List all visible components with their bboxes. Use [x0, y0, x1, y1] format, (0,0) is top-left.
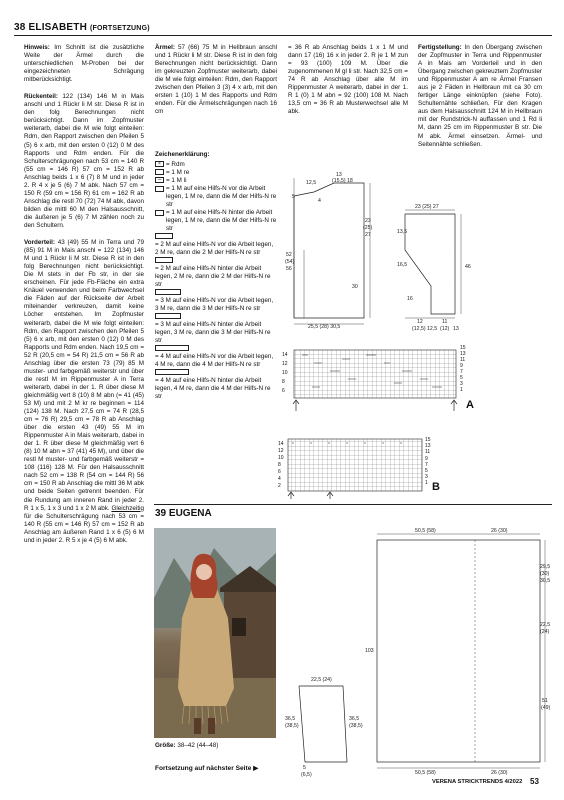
front-paragraph: Vorderteil: 43 (49) 55 M in Terra und 79 (85) 91 M in Mais anschl = 122 (134) 146 M und 1 Rückr li M str. Diese R ist in den folg Berechnungen nicht berücksichtigt. Die M stets in der Fb str, in der sie erscheinen. Für jede Fb-Fläche ein extra Knäuel verwenden und beim Farbwechsel die Fäden auf der Rückseite der Arbeit miteinander verkreuzen, damit keine Löcher entstehen. Im Zopfmuster weiterarb, dabei die M wie folgt einteilen: Rdm, den Rapport zwischen den Pfeilen 5 (5) 6 x arb, mit den ersten 0 (12) 0 M des Rapports und Rdm enden. Nach 19,5 cm = 52 R (20,5 cm = 54 R) 21,5 cm = 56 R ab Anschlag über die ersten 73 (79) 85 M muster- und farbgemäß weiterstr und über die restl M im Rippenmuster A in Terra weiterarb, dabei in der 1. R über diese M gleichmäßig vert 8 (10) 8 M abn (= 41 (45) 53 M) und mit 2 M kr re beginnen = 114 (124) 138 M. Nach 27,5 cm = 74 R (28,5 cm = 76 R) 29,5 cm = 78 R ab Anschlag über die ersten 43 (49) 55 M im Rippenmuster A in Mais weiterarb, dabei in der 1. R über diese M gleichmäßig vert 6 (8) 10 M abn = 37 (41) 45 M), und über die restl M muster- und farbgemäß weiterstr = 108 (116) 128 M. Für den Halsausschnitt nach 52 cm = 138 R (54 cm = 144 R) 56 cm = 150 R ab Anschlag die mittl 36 M abk und beide Seiten getrennt beenden. Für die Rundung am inneren Rand in jeder 2. R 1 x 5, 1 x 3 und 1 x 2 M abk. Gleichzeitig für die Schulterschrägung nach 53 cm = 140 R (55 cm = 146 R) 57 cm = 152 R ab Anschlag am äußeren Rand 1 x 6 (5) 6 M und in jeder 2. R 5 x je 4 (5) 6 M abk.: [24, 239, 144, 544]
chart-a-grid: [282, 345, 472, 435]
dim-label: 26 (30): [491, 770, 508, 776]
chart-b: [278, 437, 472, 499]
header-rule: [14, 35, 552, 36]
sleeve-continuation-paragraph: = 36 R ab Anschlag beids 1 x 1 M und dann 17 (16) 16 x in jeder 2. R je 1 M zun = 93 (100) 109 M. Über die zugenommenen M gl li str. Nach 32,5 cm = 74 R ab Anschlag über alle M im Rippenmuster A weiterarb, dabei in der 1. R 1 (0) 1 M abn = 92 (100) 108 M. Nach 13,5 cm = 36 R ab Musterwechsel alle M abk.: [288, 44, 408, 116]
dim-label: 56: [286, 266, 292, 272]
dim-label: 22,5: [540, 622, 551, 628]
legend-item: = 1 M auf eine Hilfs-N vor die Arbeit legen, 1 M re, dann die M der Hilfs-N re str: [155, 185, 277, 209]
dim-label: 13: [453, 326, 459, 332]
dim-label: 50,5 (58): [415, 770, 436, 776]
knit-stitch-icon: [155, 169, 164, 175]
column-3: [288, 44, 408, 116]
dim-label: 50,5 (58): [415, 528, 436, 534]
column-4: [418, 44, 542, 149]
dim-label: 23 (25) 27: [415, 204, 439, 210]
legend: [155, 151, 277, 401]
section-number: 38: [14, 22, 26, 33]
dim-label: (49): [541, 705, 551, 711]
dim-label: 5: [303, 765, 306, 771]
cable-4-front-icon: [155, 345, 189, 351]
sleeve-outline: [299, 686, 347, 762]
dim-label: (15,5) 18: [332, 178, 353, 184]
dim-label: 52: [286, 252, 292, 258]
legend-item: = 3 M auf eine Hilfs-N vor die Arbeit legen, 3 M re, dann die 3 M der Hilfs-N re str: [155, 289, 277, 313]
section-header: [14, 22, 150, 33]
legend-item: = 4 M auf eine Hilfs-N hinter die Arbeit legen, 4 M re, dann die 4 M der Hilfs-N re str: [155, 369, 277, 401]
legend-item: × = Rdm: [155, 161, 277, 169]
sleeve-paragraph: Ärmel: 57 (66) 75 M in Hellbraun anschl und 1 Rückr li M str. Diese R ist in den folg Berechnungen nicht berücksichtigt. Dann im gekreuzten Zopfmuster weiterarb, dabei die M wie folgt einteilen: Rdm, den Rapport zwischen den Pfeilen 3 (3) 4 x arb, mit den ersten 1 (10) 1 M des Rapports und Rdm enden. Für die Ärmelschrägungen nach 16 cm: [155, 44, 277, 116]
dim-label: 12,5: [306, 180, 317, 186]
eugena-schematic: [285, 526, 555, 781]
chart-b-label: B: [432, 481, 440, 493]
dim-label: (54): [285, 259, 295, 265]
cable-3-back-icon: [155, 313, 181, 319]
section-subtitle: (FORTSETZUNG): [89, 25, 150, 32]
model-photo: [154, 528, 276, 738]
back-paragraph: Rückenteil: 122 (134) 146 M in Mais anschl und 1 Rückr li M str. Diese R ist in den folg Berechnungen nicht berücksichtigt. Dann im Zopfmuster weiterarb, dabei die M wie folgt einteilen: Rdm, den Rapport zwischen den Pfeilen 5 (5) 6 x arb, mit den ersten 0 (12) 0 M des Rapports und Rdm enden. Für die Schulterschrägungen nach 53 cm = 140 R (55 cm = 146 R) 57 cm = 152 R ab Anschlag beids 1 x 6 (7) 8 M und in jeder 2. R 4 x je 5 (6) 7 M abk. Nach 57 cm = 150 R (59 cm = 156 R) 61 cm = 162 R ab Anschlag die restl 70 (72) 74 M abk, davon bilden die mittl 60 M den Halsausschnitt, die äußeren je 5 (6) 7 M zählen noch zu den Schultern.: [24, 93, 144, 229]
dim-label: 27: [365, 232, 371, 238]
chart-b-row-numbers-left: 14 12 10 8 6 4 2: [278, 441, 284, 489]
dim-label: 5: [292, 194, 295, 200]
legend-item: = 2 M auf eine Hilfs-N hinter die Arbeit legen, 2 M re, dann die 2 M der Hilfs-N re str: [155, 257, 277, 289]
dim-label: (38,5): [285, 723, 299, 729]
column-2: [155, 44, 277, 116]
legend-item: – = 1 M li: [155, 177, 277, 185]
dim-label: 36,5: [349, 716, 360, 722]
dim-label: 11: [442, 319, 448, 325]
page-number: 53: [530, 777, 539, 786]
continue-link[interactable]: Fortsetzung auf nächster Seite ▶: [155, 765, 259, 772]
size-caption: Größe: 38–42 (44–48): [155, 742, 219, 749]
dim-label: 46: [465, 264, 471, 270]
hint-paragraph: Hinweis: Im Schnitt ist die zusätzliche Weite der Ärmel durch die unterschiedlichen M-Proben bei der eingezeichneten Schrägung mitberücksichtigt.: [24, 44, 144, 84]
dim-label: 36,5: [285, 716, 296, 722]
chart-a-row-numbers-right: 15 13 11 9 7 5 3 1: [460, 345, 466, 393]
legend-item: = 2 M auf eine Hilfs-N vor die Arbeit legen, 2 M re, dann die 2 M der Hilfs-N re str: [155, 233, 277, 257]
legend-item: = 1 M auf eine Hilfs-N hinter die Arbeit legen, 1 M re, dann die M der Hilfs-N re str: [155, 209, 277, 233]
dim-label: 12: [417, 319, 423, 325]
legend-title: Zeichenerklärung:: [155, 151, 210, 158]
cable-1-front-icon: [155, 186, 164, 192]
dim-label: (6,5): [301, 772, 312, 778]
dim-label: 29,5: [540, 564, 551, 570]
dim-label: 30,5: [540, 578, 551, 584]
purl-stitch-icon: –: [155, 177, 164, 183]
dim-label: 16,5: [397, 262, 408, 268]
dim-label: 103: [365, 648, 374, 654]
cardigan-body-outline: [377, 540, 540, 762]
legend-item: = 4 M auf eine Hilfs-N vor die Arbeit legen, 4 M re, dann die 4 M der Hilfs-N re str: [155, 345, 277, 369]
legend-item: = 3 M auf eine Hilfs-N hinter die Arbeit legen, 3 M re, dann die 3 M der Hilfs-N re str: [155, 313, 277, 345]
chart-a: [282, 345, 472, 435]
body-outline: [294, 183, 364, 318]
finishing-paragraph: Fertigstellung: In den Übergang zwischen der Zopfmuster in Terra und Rippenmuster A in Mais am Vorderteil und in den Übergang zwischen gekreuztem Zopfmuster und Rippenmuster A am re Ärmel Fransen aus je 2 Fäden in Hellbraun mit ca 30 cm fertiger Länge einknüpfen (siehe Foto). Schulternähte schließen. Für den Kragen aus dem Halsausschnitt 124 M in Hellbraun mit der Rundstrick-N auffassen und 1 Rd li M, dann 25 cm im Rippenmuster B str. Die M abk. Ärmel einsetzen. Ärmel- und Seitennähte schließen.: [418, 44, 542, 148]
dim-label: 51: [542, 698, 548, 704]
eugena-title: 39 EUGENA: [155, 508, 212, 519]
legend-item: = 1 M re: [155, 169, 277, 177]
section-title: ELISABETH: [28, 22, 87, 33]
dim-label: (25): [363, 225, 373, 231]
chart-a-row-numbers-left: 14 12 10 8 6: [282, 352, 288, 394]
dim-label: 22,5 (24): [311, 677, 332, 683]
dim-label: 25,5 (28) 30,5: [308, 324, 341, 330]
magazine-footer: VERENA STRICKTRENDS 4/2022: [432, 779, 523, 785]
dim-label: (24): [540, 629, 550, 635]
cable-2-front-icon: [155, 233, 173, 239]
dim-label: (30): [540, 571, 550, 577]
dim-label: (38,5): [349, 723, 363, 729]
cable-4-back-icon: [155, 369, 189, 375]
chart-a-label: A: [466, 399, 474, 411]
column-1: [24, 44, 144, 545]
dim-label: 13,5: [397, 229, 408, 235]
section-rule: [154, 504, 552, 505]
model-photo-illustration: [154, 528, 276, 738]
chart-b-row-numbers-right: 15 13 11 9 7 5 3 1: [425, 437, 431, 487]
cable-1-back-icon: [155, 210, 164, 216]
dim-label: 4: [318, 198, 321, 204]
dim-label: 26 (30): [491, 528, 508, 534]
dim-label: 30: [352, 284, 358, 290]
chart-b-grid: [282, 437, 472, 499]
edge-stitch-icon: ×: [155, 161, 164, 167]
sleeve-schematic: [395, 202, 485, 332]
dim-label: (12,5) 12,5: [412, 326, 438, 332]
cable-3-front-icon: [155, 289, 181, 295]
dim-label: (12): [440, 326, 450, 332]
dim-label: 23: [365, 218, 371, 224]
body-schematic: [284, 170, 384, 330]
dim-label: 13: [336, 172, 342, 178]
dim-label: 16: [407, 296, 413, 302]
cable-2-back-icon: [155, 257, 173, 263]
